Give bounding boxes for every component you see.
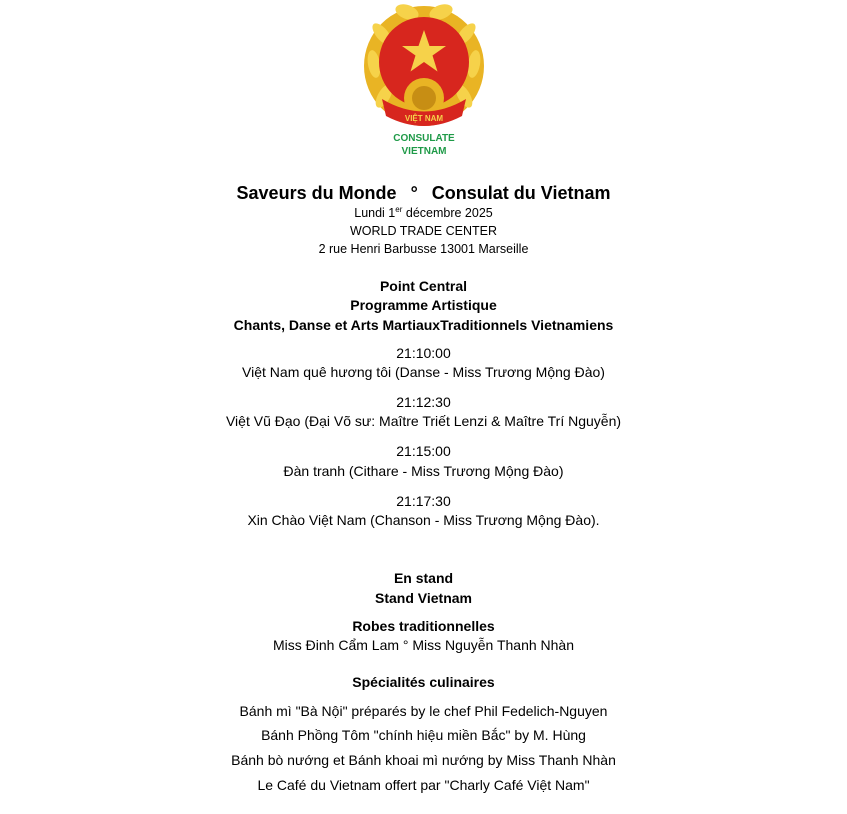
robes-models: Miss Đinh Cẩm Lam ° Miss Nguyễn Thanh Nhàn [272, 637, 574, 653]
program-time: 21:17:30 [396, 493, 451, 509]
emblem-label-consulate: CONSULATE [393, 133, 455, 144]
program-heading: Programme Artistique [350, 297, 497, 313]
stand-heading: En stand [393, 570, 454, 586]
program-time: 21:12:30 [396, 394, 451, 410]
stand-name: Stand Vietnam [375, 590, 472, 606]
robes-title: Robes traditionnelles [352, 618, 495, 634]
event-address: 2 rue Henri Barbusse 13001 Marseille [318, 242, 529, 256]
program-item: Xin Chào Việt Nam (Chanson - Miss Trương Mộng Đào). [247, 512, 600, 528]
program-item: Việt Vũ Đạo (Đại Võ sư: Maître Triết Lenzi & Maître Trí Nguyễn) [225, 413, 622, 429]
program-subheading: Chants, Danse et Arts MartiauxTraditionnels Vietnamiens [233, 317, 614, 333]
program-time: 21:15:00 [396, 443, 451, 459]
program-item: Đàn tranh (Cithare - Miss Trương Mộng Đào) [283, 463, 564, 479]
culinary-title: Spécialités culinaires [352, 674, 495, 690]
emblem-label-vietnam: VIETNAM [401, 146, 447, 157]
culinary-item: Bánh Phồng Tôm "chính hiệu miền Bắc" by M. Hùng [261, 727, 586, 743]
program-heading-location: Point Central [379, 278, 468, 294]
vietnam-national-emblem-icon [362, 4, 486, 158]
title-left: Saveurs du Monde [236, 183, 397, 203]
event-title [0, 183, 847, 204]
culinary-item: Bánh mì "Bà Nội" préparés by le chef Phil Fedelich-Nguyen [239, 703, 608, 719]
event-date: Lundi 1er décembre 2025 [354, 204, 493, 220]
culinary-item: Bánh bò nướng et Bánh khoai mì nướng by Miss Thanh Nhàn [231, 752, 616, 768]
program-time: 21:10:00 [396, 345, 451, 361]
program-item: Việt Nam quê hương tôi (Danse - Miss Trương Mộng Đào) [242, 364, 605, 380]
svg-text:VIỆT NAM: VIỆT NAM [404, 114, 444, 123]
title-right: Consulat du Vietnam [431, 183, 611, 203]
event-venue: WORLD TRADE CENTER [349, 224, 497, 238]
culinary-item: Le Café du Vietnam offert par "Charly Café Việt Nam" [257, 777, 590, 793]
title-separator: ° [410, 183, 418, 203]
